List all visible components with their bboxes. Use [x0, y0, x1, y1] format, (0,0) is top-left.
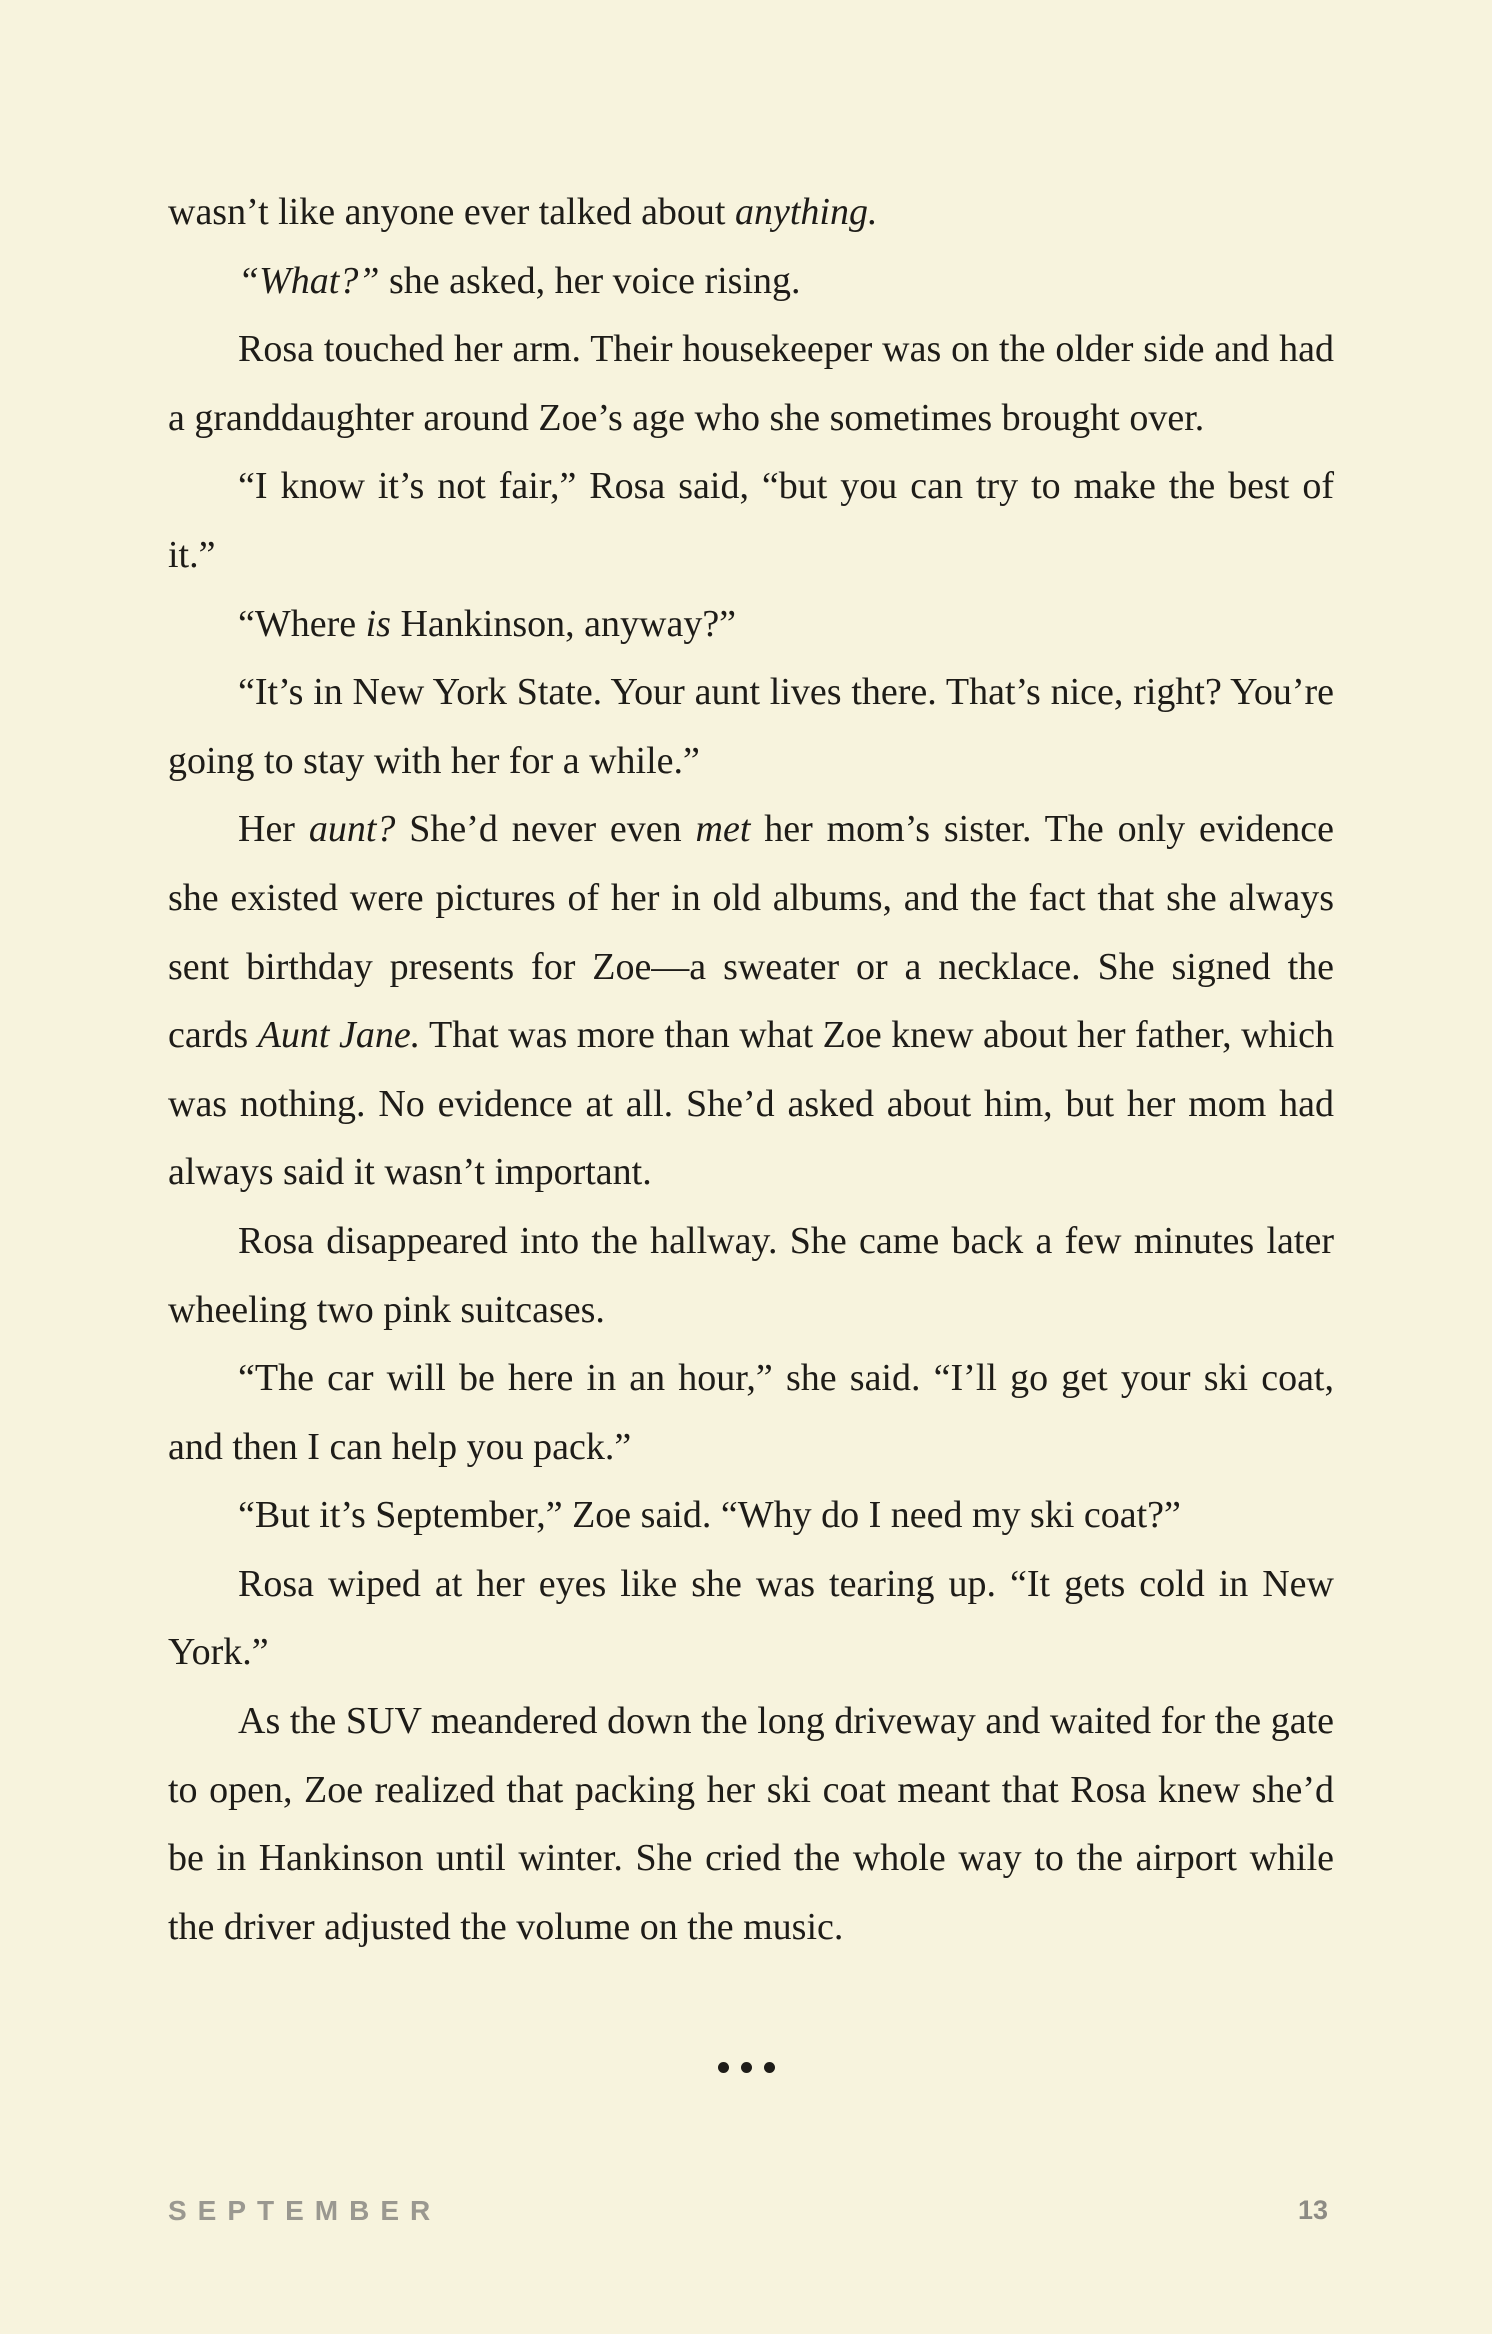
section-break-ornament [0, 2047, 1492, 2081]
paragraph [168, 178, 1334, 247]
text-run: “But it’s September,” Zoe said. “Why do I need my ski coat?” [238, 1494, 1181, 1537]
paragraph [168, 1481, 1334, 1550]
body-text [168, 178, 1334, 1961]
text-run: “I know it’s not fair,” Rosa said, “but you can try to make the best of it.” [168, 465, 1334, 576]
text-run: As the SUV meandered down the long driveway and waited for the gate to open, Zoe realized that packing her ski coat meant that Rosa knew she’d be in Hankinson until winter. She cried the whole way to the airport while the driver adjusted the volume on the music. [168, 1700, 1334, 1948]
running-head: SEPTEMBER [168, 2195, 442, 2226]
paragraph [168, 315, 1334, 452]
text-run: “It’s in New York State. Your aunt lives there. That’s nice, right? You’re going to stay with her for a while.” [168, 671, 1334, 782]
paragraph [168, 1687, 1334, 1961]
italic-text: met [695, 808, 751, 851]
text-run: Rosa touched her arm. Their housekeeper was on the older side and had a granddaughter around Zoe’s age who she sometimes brought over. [168, 328, 1334, 439]
paragraph [168, 1207, 1334, 1344]
ornament-dot [764, 2062, 775, 2073]
text-run: Her [238, 808, 309, 851]
italic-text: aunt? [308, 808, 396, 851]
page-number: 13 [1297, 2195, 1328, 2225]
text-run: wasn’t like anyone ever talked about [168, 191, 735, 233]
text-run: Rosa disappeared into the hallway. She came back a few minutes later wheeling two pink suitcases. [168, 1219, 1334, 1331]
paragraph [168, 452, 1334, 589]
italic-text: is [365, 602, 391, 645]
ornament-dot [718, 2062, 729, 2073]
paragraph [168, 1550, 1334, 1687]
text-run: her mom’s sister. The only evidence she existed were pictures of her in old albums, and the fact that she always sent birthday presents for Zoe—a sweater or a necklace. She signed the cards [168, 808, 1334, 1057]
text-run: Hankinson, anyway?” [390, 602, 737, 645]
text-run: Rosa wiped at her eyes like she was tearing up. “It gets cold in New York.” [168, 1562, 1334, 1674]
text-run: she asked, her voice rising. [379, 259, 801, 302]
paragraph [168, 795, 1334, 1207]
italic-text: anything. [735, 191, 878, 233]
paragraph [168, 590, 1334, 659]
italic-text: Aunt Jane. [257, 1014, 421, 1057]
text-run: “The car will be here in an hour,” she said. “I’ll go get your ski coat, and then I can help you pack.” [168, 1357, 1334, 1468]
paragraph [168, 658, 1334, 795]
text-run: “Where [238, 602, 366, 645]
text-run: She’d never even [395, 808, 696, 851]
paragraph [168, 1344, 1334, 1481]
paragraph [168, 247, 1334, 316]
italic-text: “What?” [238, 259, 380, 302]
text-run: That was more than what Zoe knew about her father, which was nothing. No evidence at all. She’d asked about him, but her mom had always said it wasn’t important. [168, 1014, 1334, 1194]
ornament-dot [741, 2062, 752, 2073]
